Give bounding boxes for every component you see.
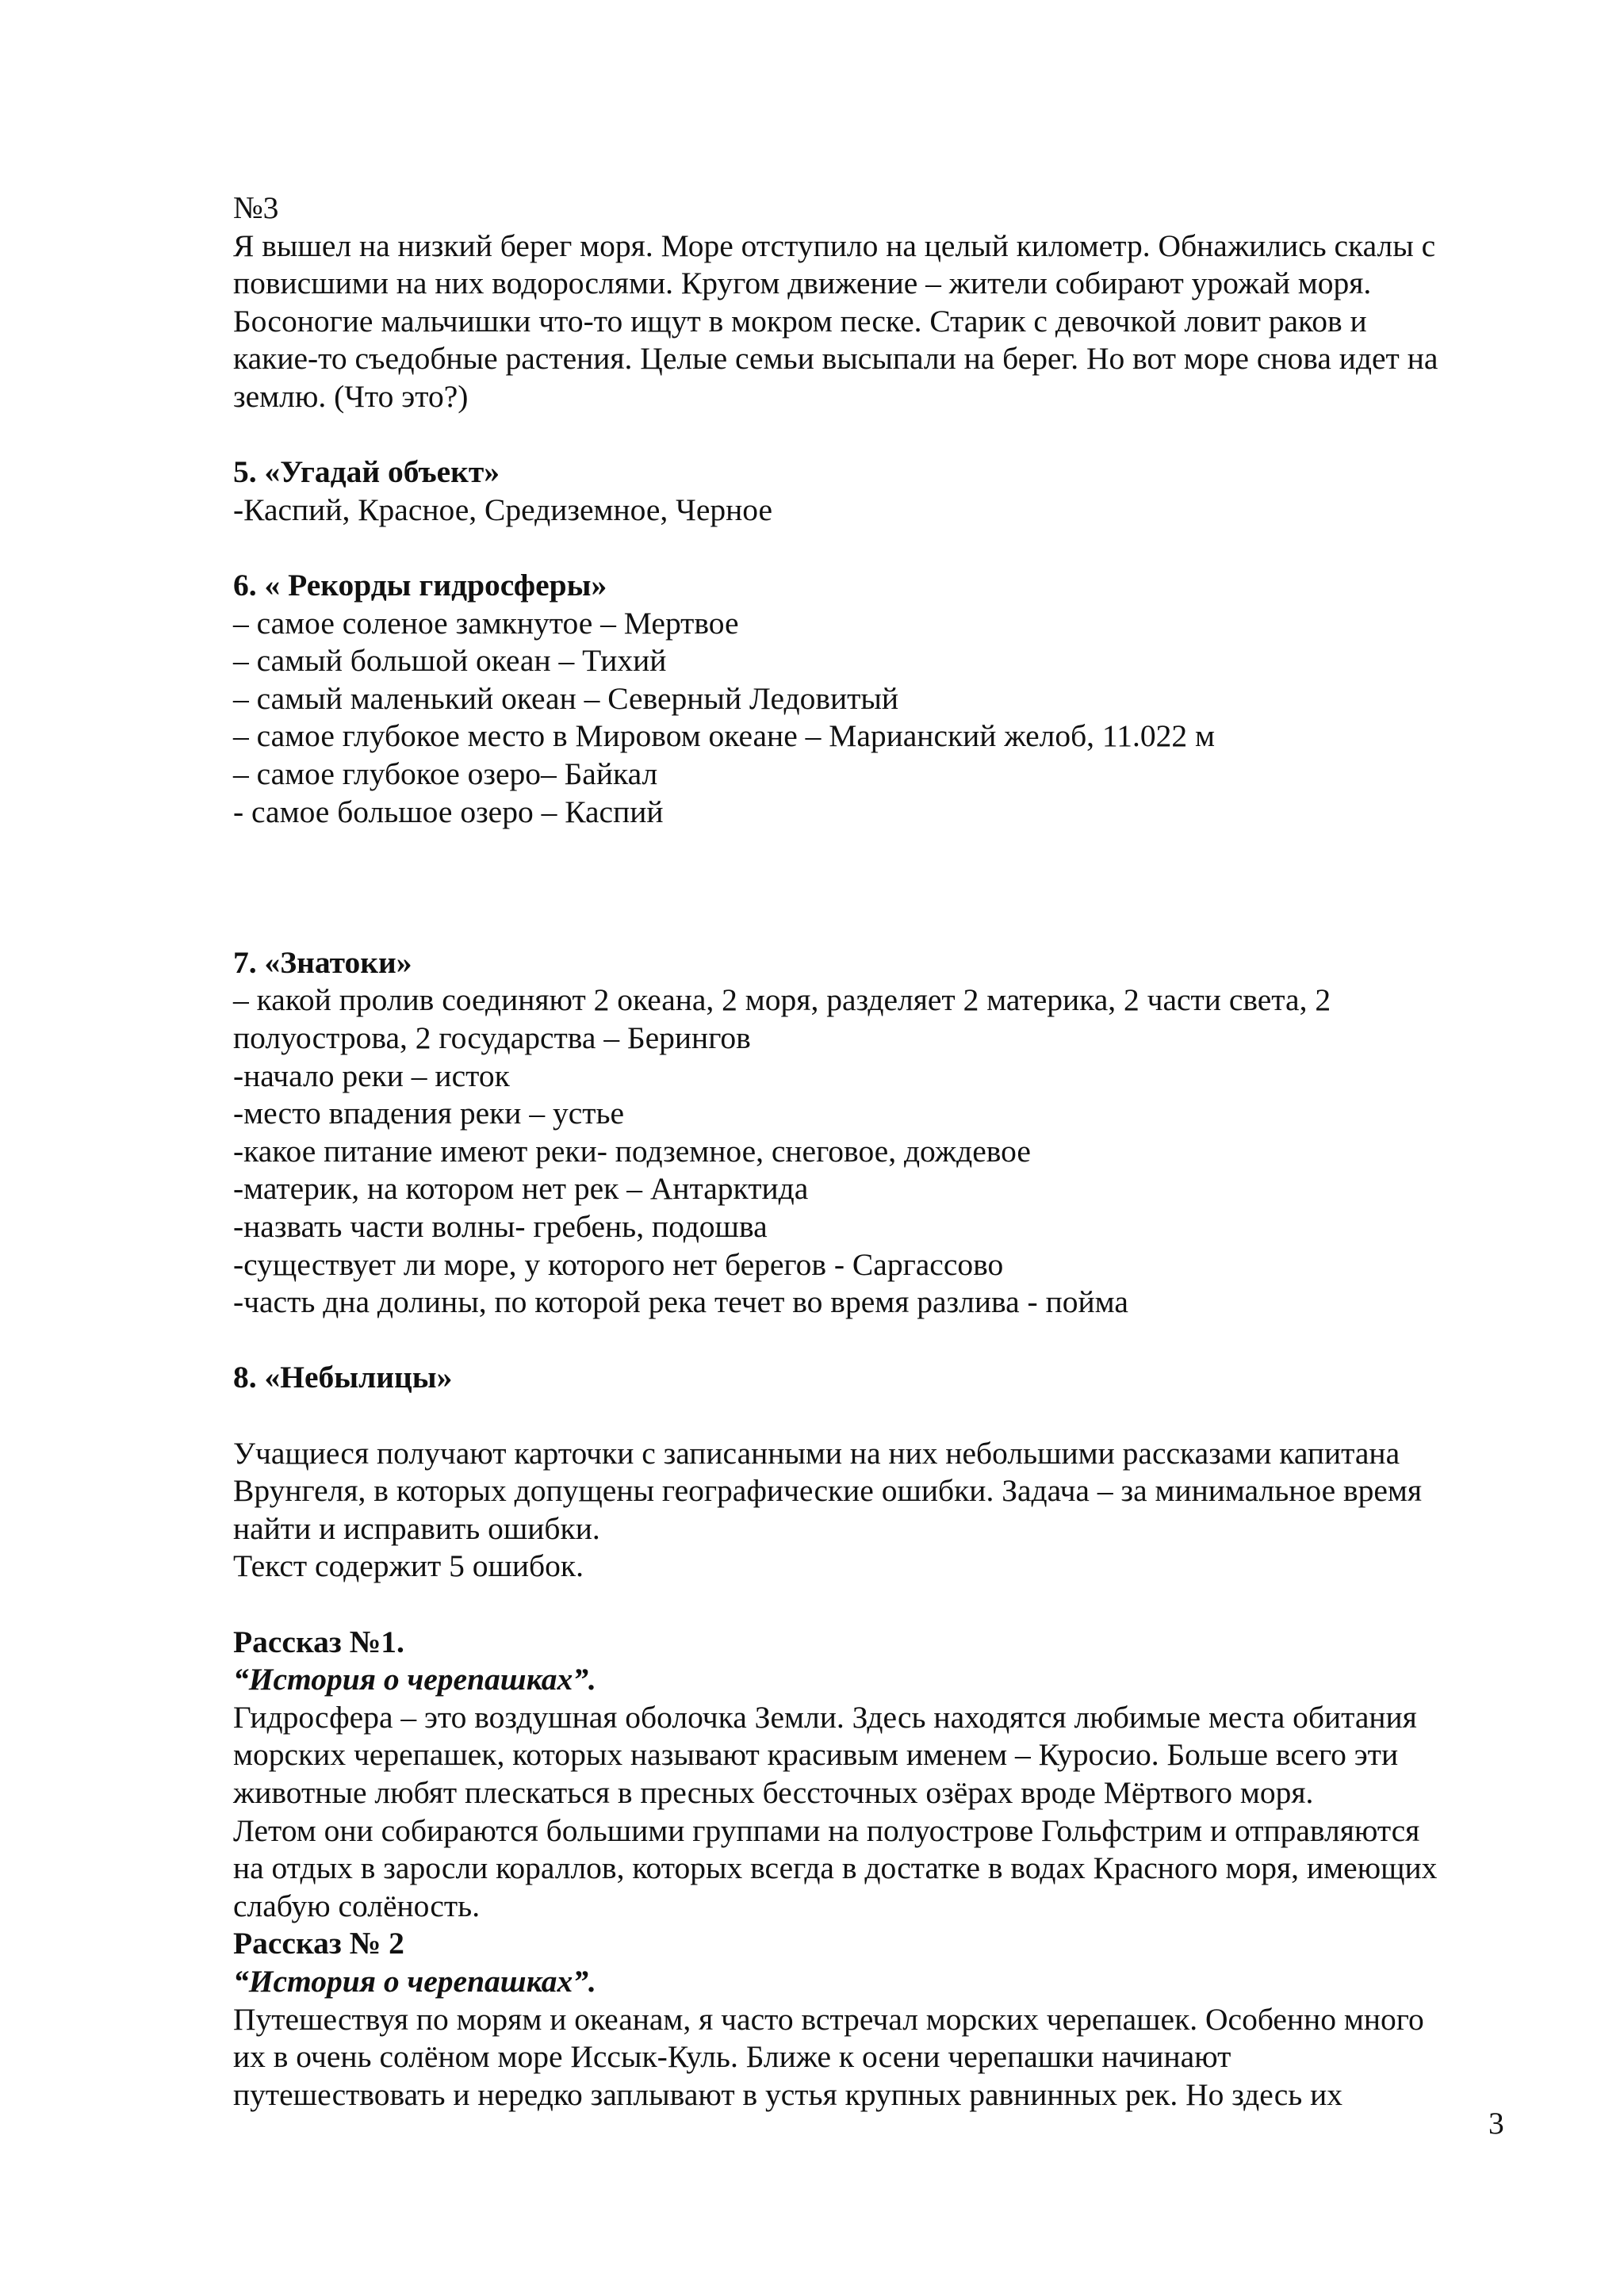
spacer xyxy=(233,1322,1518,1360)
section7-line: -назвать части волны- гребень, подошва xyxy=(233,1209,768,1245)
section6-line: – самое соленое замкнутое – Мертвое xyxy=(233,605,739,641)
story1-line: морских черепашек, которых называют красивым именем – Куросио. Больше всего эти xyxy=(233,1737,1399,1773)
section6-title: 6. « Рекорды гидросферы» xyxy=(233,567,607,603)
section8-title: 8. «Небылицы» xyxy=(233,1360,453,1395)
block3-line: какие-то съедобные растения. Целые семьи высыпали на берег. Но вот море снова идет на xyxy=(233,341,1438,377)
spacer xyxy=(233,1586,1518,1624)
section7-line: -начало реки – исток xyxy=(233,1058,510,1093)
section7-line: -существует ли море, у которого нет берегов - Саргассово xyxy=(233,1246,1004,1282)
block3-line: повисшими на них водорослями. Кругом движение – жители собирают урожай моря. xyxy=(233,266,1372,301)
section7-line: -материк, на котором нет рек – Антарктида xyxy=(233,1171,809,1207)
section5-line: -Каспий, Красное, Средиземное, Черное xyxy=(233,492,773,527)
spacer xyxy=(233,416,1518,454)
story2-line: путешествовать и нередко заплывают в устья крупных равнинных рек. Но здесь их xyxy=(233,2076,1343,2112)
section7-line: -какое питание имеют реки- подземное, снеговое, дождевое xyxy=(233,1133,1031,1169)
section8-intro-line: Учащиеся получают карточки с записанными на них небольшими рассказами капитана xyxy=(233,1435,1400,1471)
story2-title: Рассказ № 2 xyxy=(233,1926,404,1961)
story1-line: Гидросфера – это воздушная оболочка Земли. Здесь находятся любимые места обитания xyxy=(233,1699,1417,1735)
story1-line: на отдых в заросли кораллов, которых всегда в достатке в водах Красного моря, имеющих xyxy=(233,1850,1438,1886)
story1-line: животные любят плескаться в пресных бессточных озёрах вроде Мёртвого моря. xyxy=(233,1774,1314,1810)
story2-line: их в очень солёном море Иссык-Куль. Ближе к осени черепашки начинают xyxy=(233,2039,1231,2075)
section6-line: – самое глубокое озеро– Байкал xyxy=(233,756,658,791)
story2-line: Путешествуя по морям и океанам, я часто встречал морских черепашек. Особенно много xyxy=(233,2001,1424,2037)
block3-line: Босоногие мальчишки что-то ищут в мокром песке. Старик с девочкой ловит раков и xyxy=(233,303,1367,339)
section6-line: – самый маленький океан – Северный Ледовитый xyxy=(233,680,899,716)
section7-line: полуострова, 2 государства – Берингов xyxy=(233,1020,751,1056)
block3-heading: №3 xyxy=(233,190,279,225)
block3-line: землю. (Что это?) xyxy=(233,378,469,414)
spacer xyxy=(233,831,1518,944)
section7-line: -место впадения реки – устье xyxy=(233,1096,625,1131)
section8-intro-line: Врунгеля, в которых допущены географические ошибки. Задача – за минимальное время xyxy=(233,1473,1423,1509)
section6-line: – самое глубокое место в Мировом океане – Марианский желоб, 11.022 м xyxy=(233,718,1215,754)
section7-title: 7. «Знатоки» xyxy=(233,944,412,980)
story2-subtitle: “История о черепашках”. xyxy=(233,1963,596,1999)
section8-intro-line: найти и исправить ошибки. xyxy=(233,1510,600,1546)
story1-line: Летом они собираются большими группами на полуострове Гольфстрим и отправляются xyxy=(233,1812,1420,1848)
story1-subtitle: “История о черепашках”. xyxy=(233,1662,596,1697)
story1-title: Рассказ №1. xyxy=(233,1624,404,1659)
section6-line: – самый большой океан – Тихий xyxy=(233,643,667,679)
section8-intro-line: Текст содержит 5 ошибок. xyxy=(233,1548,584,1584)
spacer xyxy=(233,529,1518,567)
section7-line: -часть дна долины, по которой река течет во время разлива - пойма xyxy=(233,1284,1128,1320)
page-number: 3 xyxy=(1488,2106,1504,2141)
spacer xyxy=(233,1397,1518,1435)
block3-line: Я вышел на низкий берег моря. Море отступило на целый километр. Обнажились скалы с xyxy=(233,228,1436,263)
section5-title: 5. «Угадай объект» xyxy=(233,454,500,490)
page-content xyxy=(233,189,1518,2114)
section7-line: – какой пролив соединяют 2 океана, 2 моря, разделяет 2 материка, 2 части света, 2 xyxy=(233,982,1331,1018)
story1-line: слабую солёность. xyxy=(233,1888,481,1923)
section6-line: - самое большое озеро – Каспий xyxy=(233,794,664,829)
